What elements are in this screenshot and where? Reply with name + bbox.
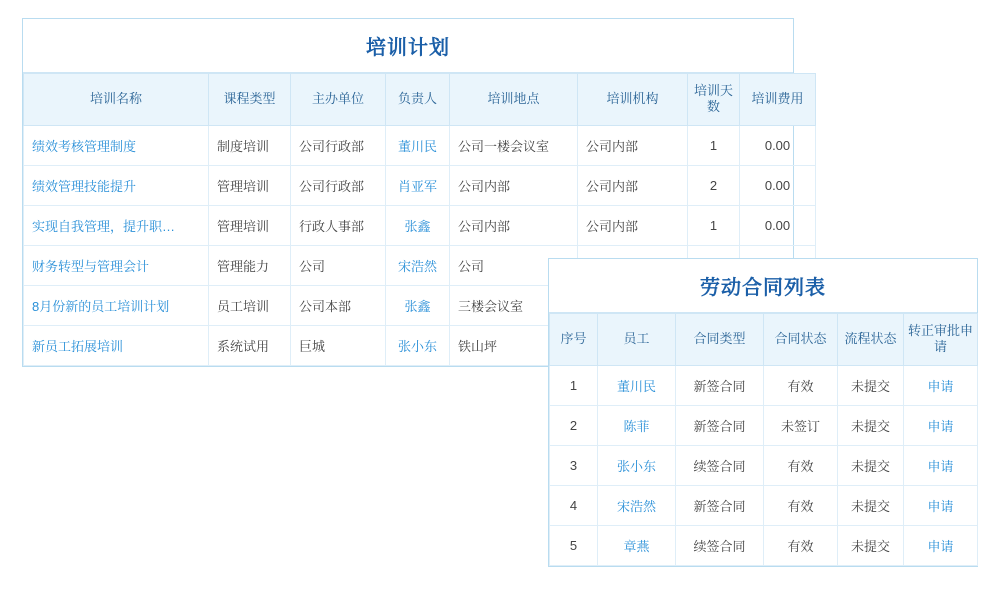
contract-type: 续签合同 <box>676 445 764 485</box>
training-org: 公司 <box>291 245 386 285</box>
training-org: 公司行政部 <box>291 165 386 205</box>
training-fee: 0.00 <box>740 125 816 165</box>
contract-header-row <box>550 314 978 366</box>
contract-type: 新签合同 <box>676 365 764 405</box>
training-fee: 0.00 <box>740 205 816 245</box>
table-row <box>550 365 978 405</box>
training-place: 三楼会议室 <box>450 285 578 325</box>
training-col-fee: 培训费用 <box>740 74 816 126</box>
contract-status: 有效 <box>764 485 838 525</box>
training-col-name: 培训名称 <box>24 74 209 126</box>
table-row <box>550 525 978 565</box>
labor-contract-table <box>549 313 978 566</box>
labor-contract-title: 劳动合同列表 <box>549 259 977 313</box>
contract-apply-link[interactable]: 申请 <box>904 485 978 525</box>
training-org: 巨城 <box>291 325 386 365</box>
contract-col-status: 合同状态 <box>764 314 838 366</box>
contract-employee-link[interactable]: 章燕 <box>598 525 676 565</box>
training-owner-link[interactable]: 董川民 <box>386 125 450 165</box>
training-place: 公司内部 <box>450 165 578 205</box>
contract-index: 3 <box>550 445 598 485</box>
contract-apply-link[interactable]: 申请 <box>904 445 978 485</box>
training-col-org: 主办单位 <box>291 74 386 126</box>
training-owner-link[interactable]: 宋浩然 <box>386 245 450 285</box>
training-org: 公司本部 <box>291 285 386 325</box>
training-col-owner: 负责人 <box>386 74 450 126</box>
training-place: 公司内部 <box>450 205 578 245</box>
training-days: 1 <box>688 125 740 165</box>
training-type: 系统试用 <box>209 325 291 365</box>
contract-apply-link[interactable]: 申请 <box>904 525 978 565</box>
training-type: 管理能力 <box>209 245 291 285</box>
labor-contract-panel <box>548 258 978 567</box>
table-row <box>550 405 978 445</box>
contract-status: 有效 <box>764 365 838 405</box>
contract-apply-link[interactable]: 申请 <box>904 365 978 405</box>
contract-type: 续签合同 <box>676 525 764 565</box>
training-days: 2 <box>688 165 740 205</box>
contract-flow-status: 未提交 <box>838 445 904 485</box>
training-type: 管理培训 <box>209 205 291 245</box>
training-name-link[interactable]: 财务转型与管理会计 <box>24 245 209 285</box>
contract-type: 新签合同 <box>676 485 764 525</box>
training-agency: 公司内部 <box>578 205 688 245</box>
contract-flow-status: 未提交 <box>838 405 904 445</box>
training-col-agency: 培训机构 <box>578 74 688 126</box>
training-type: 员工培训 <box>209 285 291 325</box>
table-row <box>550 445 978 485</box>
contract-col-employee: 员工 <box>598 314 676 366</box>
contract-employee-link[interactable]: 宋浩然 <box>598 485 676 525</box>
table-row <box>24 165 816 205</box>
contract-flow-status: 未提交 <box>838 525 904 565</box>
contract-index: 4 <box>550 485 598 525</box>
training-owner-link[interactable]: 张鑫 <box>386 285 450 325</box>
training-agency: 公司内部 <box>578 125 688 165</box>
contract-employee-link[interactable]: 董川民 <box>598 365 676 405</box>
contract-status: 未签订 <box>764 405 838 445</box>
contract-employee-link[interactable]: 陈菲 <box>598 405 676 445</box>
contract-flow-status: 未提交 <box>838 365 904 405</box>
training-owner-link[interactable]: 张鑫 <box>386 205 450 245</box>
contract-apply-link[interactable]: 申请 <box>904 405 978 445</box>
training-place: 铁山坪 <box>450 325 578 365</box>
training-owner-link[interactable]: 张小东 <box>386 325 450 365</box>
training-type: 管理培训 <box>209 165 291 205</box>
training-col-place: 培训地点 <box>450 74 578 126</box>
training-name-link[interactable]: 实现自我管理，提升职… <box>24 205 209 245</box>
training-fee: 0.00 <box>740 165 816 205</box>
contract-col-type: 合同类型 <box>676 314 764 366</box>
training-name-link[interactable]: 绩效管理技能提升 <box>24 165 209 205</box>
contract-index: 2 <box>550 405 598 445</box>
contract-flow-status: 未提交 <box>838 485 904 525</box>
training-header-row <box>24 74 816 126</box>
training-place: 公司 <box>450 245 578 285</box>
training-type: 制度培训 <box>209 125 291 165</box>
table-row <box>24 125 816 165</box>
contract-col-flow: 流程状态 <box>838 314 904 366</box>
training-plan-title: 培训计划 <box>23 19 793 73</box>
contract-index: 1 <box>550 365 598 405</box>
training-place: 公司一楼会议室 <box>450 125 578 165</box>
contract-index: 5 <box>550 525 598 565</box>
training-col-days: 培训天数 <box>688 74 740 126</box>
table-row <box>24 205 816 245</box>
contract-col-action: 转正审批申请 <box>904 314 978 366</box>
training-col-type: 课程类型 <box>209 74 291 126</box>
contract-col-index: 序号 <box>550 314 598 366</box>
training-name-link[interactable]: 绩效考核管理制度 <box>24 125 209 165</box>
training-org: 公司行政部 <box>291 125 386 165</box>
contract-status: 有效 <box>764 525 838 565</box>
training-owner-link[interactable]: 肖亚军 <box>386 165 450 205</box>
training-agency: 公司内部 <box>578 165 688 205</box>
training-name-link[interactable]: 8月份新的员工培训计划 <box>24 285 209 325</box>
training-days: 1 <box>688 205 740 245</box>
contract-type: 新签合同 <box>676 405 764 445</box>
contract-status: 有效 <box>764 445 838 485</box>
training-org: 行政人事部 <box>291 205 386 245</box>
contract-employee-link[interactable]: 张小东 <box>598 445 676 485</box>
training-name-link[interactable]: 新员工拓展培训 <box>24 325 209 365</box>
table-row <box>550 485 978 525</box>
